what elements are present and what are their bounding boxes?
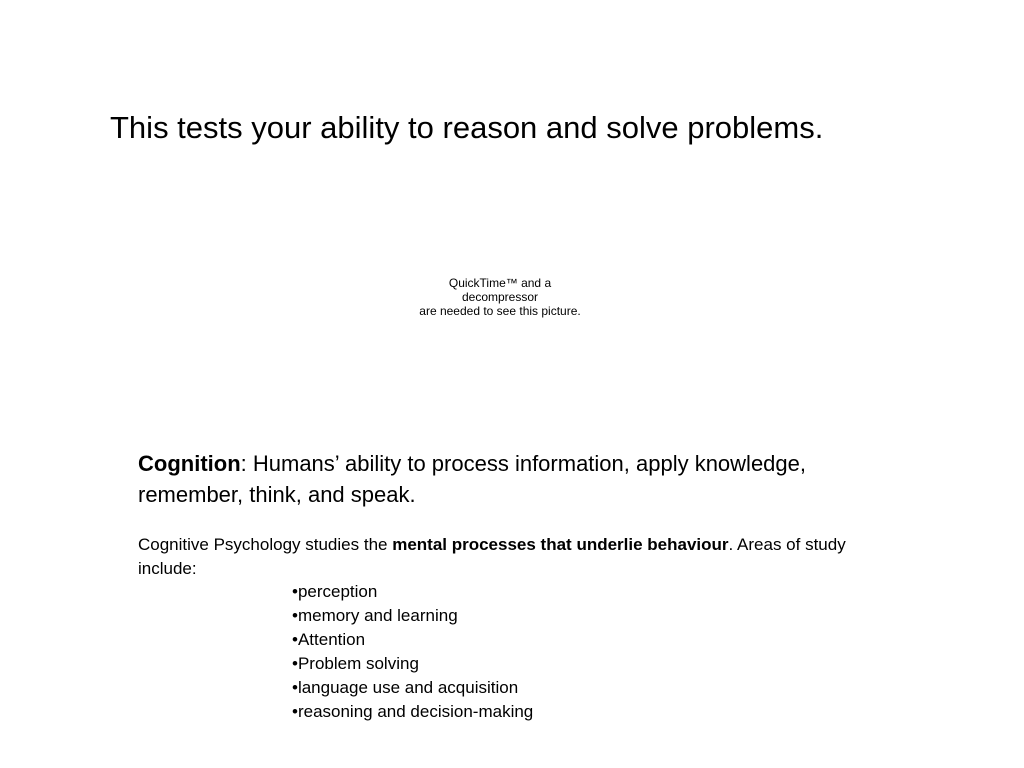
slide-title: This tests your ability to reason and solve problems. (110, 110, 824, 145)
placeholder-line: are needed to see this picture. (419, 304, 581, 318)
description-suffix: . Areas of study include: (138, 535, 846, 578)
cognition-definition (138, 448, 838, 510)
study-area-item: •perception (292, 582, 378, 601)
definition-text: Humans’ ability to process information, apply knowledge, remember, think, and speak. (138, 451, 807, 507)
cognitive-psychology-description (138, 533, 908, 581)
study-area-item: •Attention (292, 630, 366, 649)
study-area-item: •language use and acquisition (292, 678, 519, 697)
quicktime-placeholder (380, 276, 620, 318)
study-area-item: •memory and learning (292, 606, 458, 625)
definition-term: Cognition (138, 451, 241, 476)
study-areas-list (292, 580, 533, 724)
description-prefix: Cognitive Psychology studies the (138, 535, 393, 554)
definition-separator: : (240, 451, 253, 476)
placeholder-line: decompressor (461, 290, 539, 304)
description-emphasis: mental processes that underlie behaviour (392, 535, 729, 554)
placeholder-line: QuickTime™ and a (448, 276, 552, 290)
study-area-item: •Problem solving (292, 654, 419, 673)
study-area-item: •reasoning and decision-making (292, 702, 534, 721)
